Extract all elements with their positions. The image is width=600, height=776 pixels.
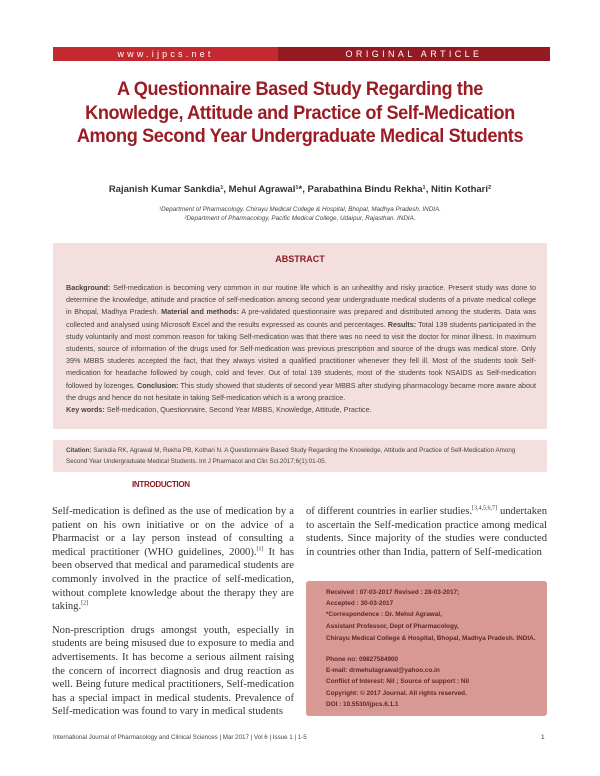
background-label: Background: [66,283,111,292]
header-banner [53,47,550,61]
article-title: A Questionnaire Based Study Regarding the Knowledge, Attitude and Practice of Self-Medication Among Second Year Undergraduate Medical Students [76,78,524,147]
keywords-label: Key words: [66,405,105,415]
right-column [306,505,547,569]
paragraph-text: Self-medication is defined as the use of medication by a patient on his own initiative or on the advice of a Pharmacist or a lay person instead of consulting a medical practitioner (WHO guidelines, 2000). [52,506,294,558]
paragraph-text: of different countries in earlier studies. [306,506,472,517]
results-text: Total 139 students participated in the study voluntarily and most common reason for taking Self-medication was that there was no need to visit the doctor for minor illness. In maximum students, source of information of the drugs used for Self-medication was previous prescription and source of the drugs was medical store. Only 39% MBBS students accepted the fact, that they always visited a qualified practitioner whenever they fell ill. Most of the students took Self-medication for headache followed by cough, cold and fever. Out of total 139 students, most of the students took NSAIDS as Self-medication followed by lozenges. [66,319,536,390]
methods-text: A pre-validated questionnaire was prepared and distributed among the students. Data was collected and analysed using Microsoft Excel and the results expressed as counts and percentages. [66,307,536,329]
citation-label: Citation: [66,447,92,454]
doi-link[interactable]: DOI : 10.5530/ijpcs.6.1.1 [326,701,399,708]
paragraph-text: undertaken to ascertain the Self-medication practice among medical students. Since majority of the studies were conducted in countries other than India, pattern of Self-medication [306,506,547,558]
methods-label: Material and methods: [161,307,239,317]
paragraph-3 [306,505,547,559]
article-info-box [306,581,547,716]
page-number: 1 [541,734,545,741]
reference-link[interactable]: [1] [256,546,264,553]
reference-link[interactable]: [3,4,5,6,7] [472,505,497,512]
received-dates: Received : 07-03-2017 Revised : 28-03-2017; [326,589,460,596]
copyright: Copyright: © 2017 Journal. All rights reserved. [326,690,467,697]
correspondence-address: Chirayu Medical College & Hospital, Bhopal, Madhya Pradesh. INDIA. [326,635,536,642]
paragraph-2: Non-prescription drugs amongst youth, especially in students are being misused due to exposure to media and advertisements. It has become a serious ailment raising the concern of incorrect diagnosis and drug reaction as well. Being future medical practitioners, Self-medication has a special impact in medical students. Prevalence of Self-medication was found to vary in medical students [52,624,294,718]
paragraph-1 [52,505,294,614]
journal-website-link[interactable]: www.ijpcs.net [53,47,278,61]
paragraph-text: It has been observed that medical and paramedical students are commonly involved in the practice of self-medication, without complete knowledge about the therapy they are taking. [52,546,294,613]
left-column [52,505,294,729]
citation-box [53,440,547,472]
affiliation-1: ¹Department of Pharmacology, Chirayu Medical College & Hospital, Bhopal, Madhya Pradesh. INDIA. [159,206,441,213]
correspondence: *Correspondence : Dr. Mehul Agrawal, [326,611,442,618]
introduction-heading: INTRODUCTION [132,480,190,489]
results-label: Results: [387,319,417,329]
email-link[interactable]: E-mail: drmehulagrawal@yahoo.co.in [326,667,440,674]
footer-journal-info: International Journal of Pharmacology and Clinical Sciences | Mar 2017 | Vol 6 | Issue 1 | 1-5 [53,734,307,741]
reference-link[interactable]: [2] [81,600,89,607]
accepted-date: Accepted : 30-03-2017 [326,600,394,607]
abstract-heading: ABSTRACT [275,254,325,264]
keywords-text: Self-medication, Questionnaire, Second Year MBBS, Knowledge, Attitude, Practice. [104,405,372,415]
correspondence-title: Assistant Professor, Dept of Pharmacology, [326,623,459,630]
affiliation-2: ²Department of Pharmacology, Pacific Medical College, Udaipur, Rajasthan. INDIA. [184,215,416,222]
author-list: Rajanish Kumar Sankdia¹, Mehul Agrawal¹*, Parabathina Bindu Rekha¹, Nitin Kothari² [108,184,492,195]
conclusion-label: Conclusion: [137,380,179,390]
conflict-of-interest: Conflict of Interest: Nil ; Source of support : Nil [326,678,470,685]
background-text: Self-medication is becoming very common in our routine life which is an unhealthy and risky practice. Present study was done to determine the knowledge, attitude and practice of self-medication among second year undergraduate medical students of a private medical college in Bhopal, Madhya Pradesh. [66,283,536,317]
abstract-text [66,282,536,416]
abstract-box [53,243,547,429]
article-type-label: ORIGINAL ARTICLE [278,47,550,61]
conclusion-text: This study showed that students of second year MBBS after studying pharmacology became more aware about the drugs and hence do not hesitate in taking Self-medication which is a wrong practice. [66,380,536,402]
citation-text: Sankdia RK, Agrawal M, Rekha PB, Kothari N. A Questionnaire Based Study Regarding the Knowledge, Attitude and Practice of Self-Medication Among Second Year Undergraduate Medical Students. Int J Pharmacol and Clin Sci.2017;6(1):01-05. [66,447,516,465]
phone-number: Phone no: 09827584900 [326,656,399,663]
